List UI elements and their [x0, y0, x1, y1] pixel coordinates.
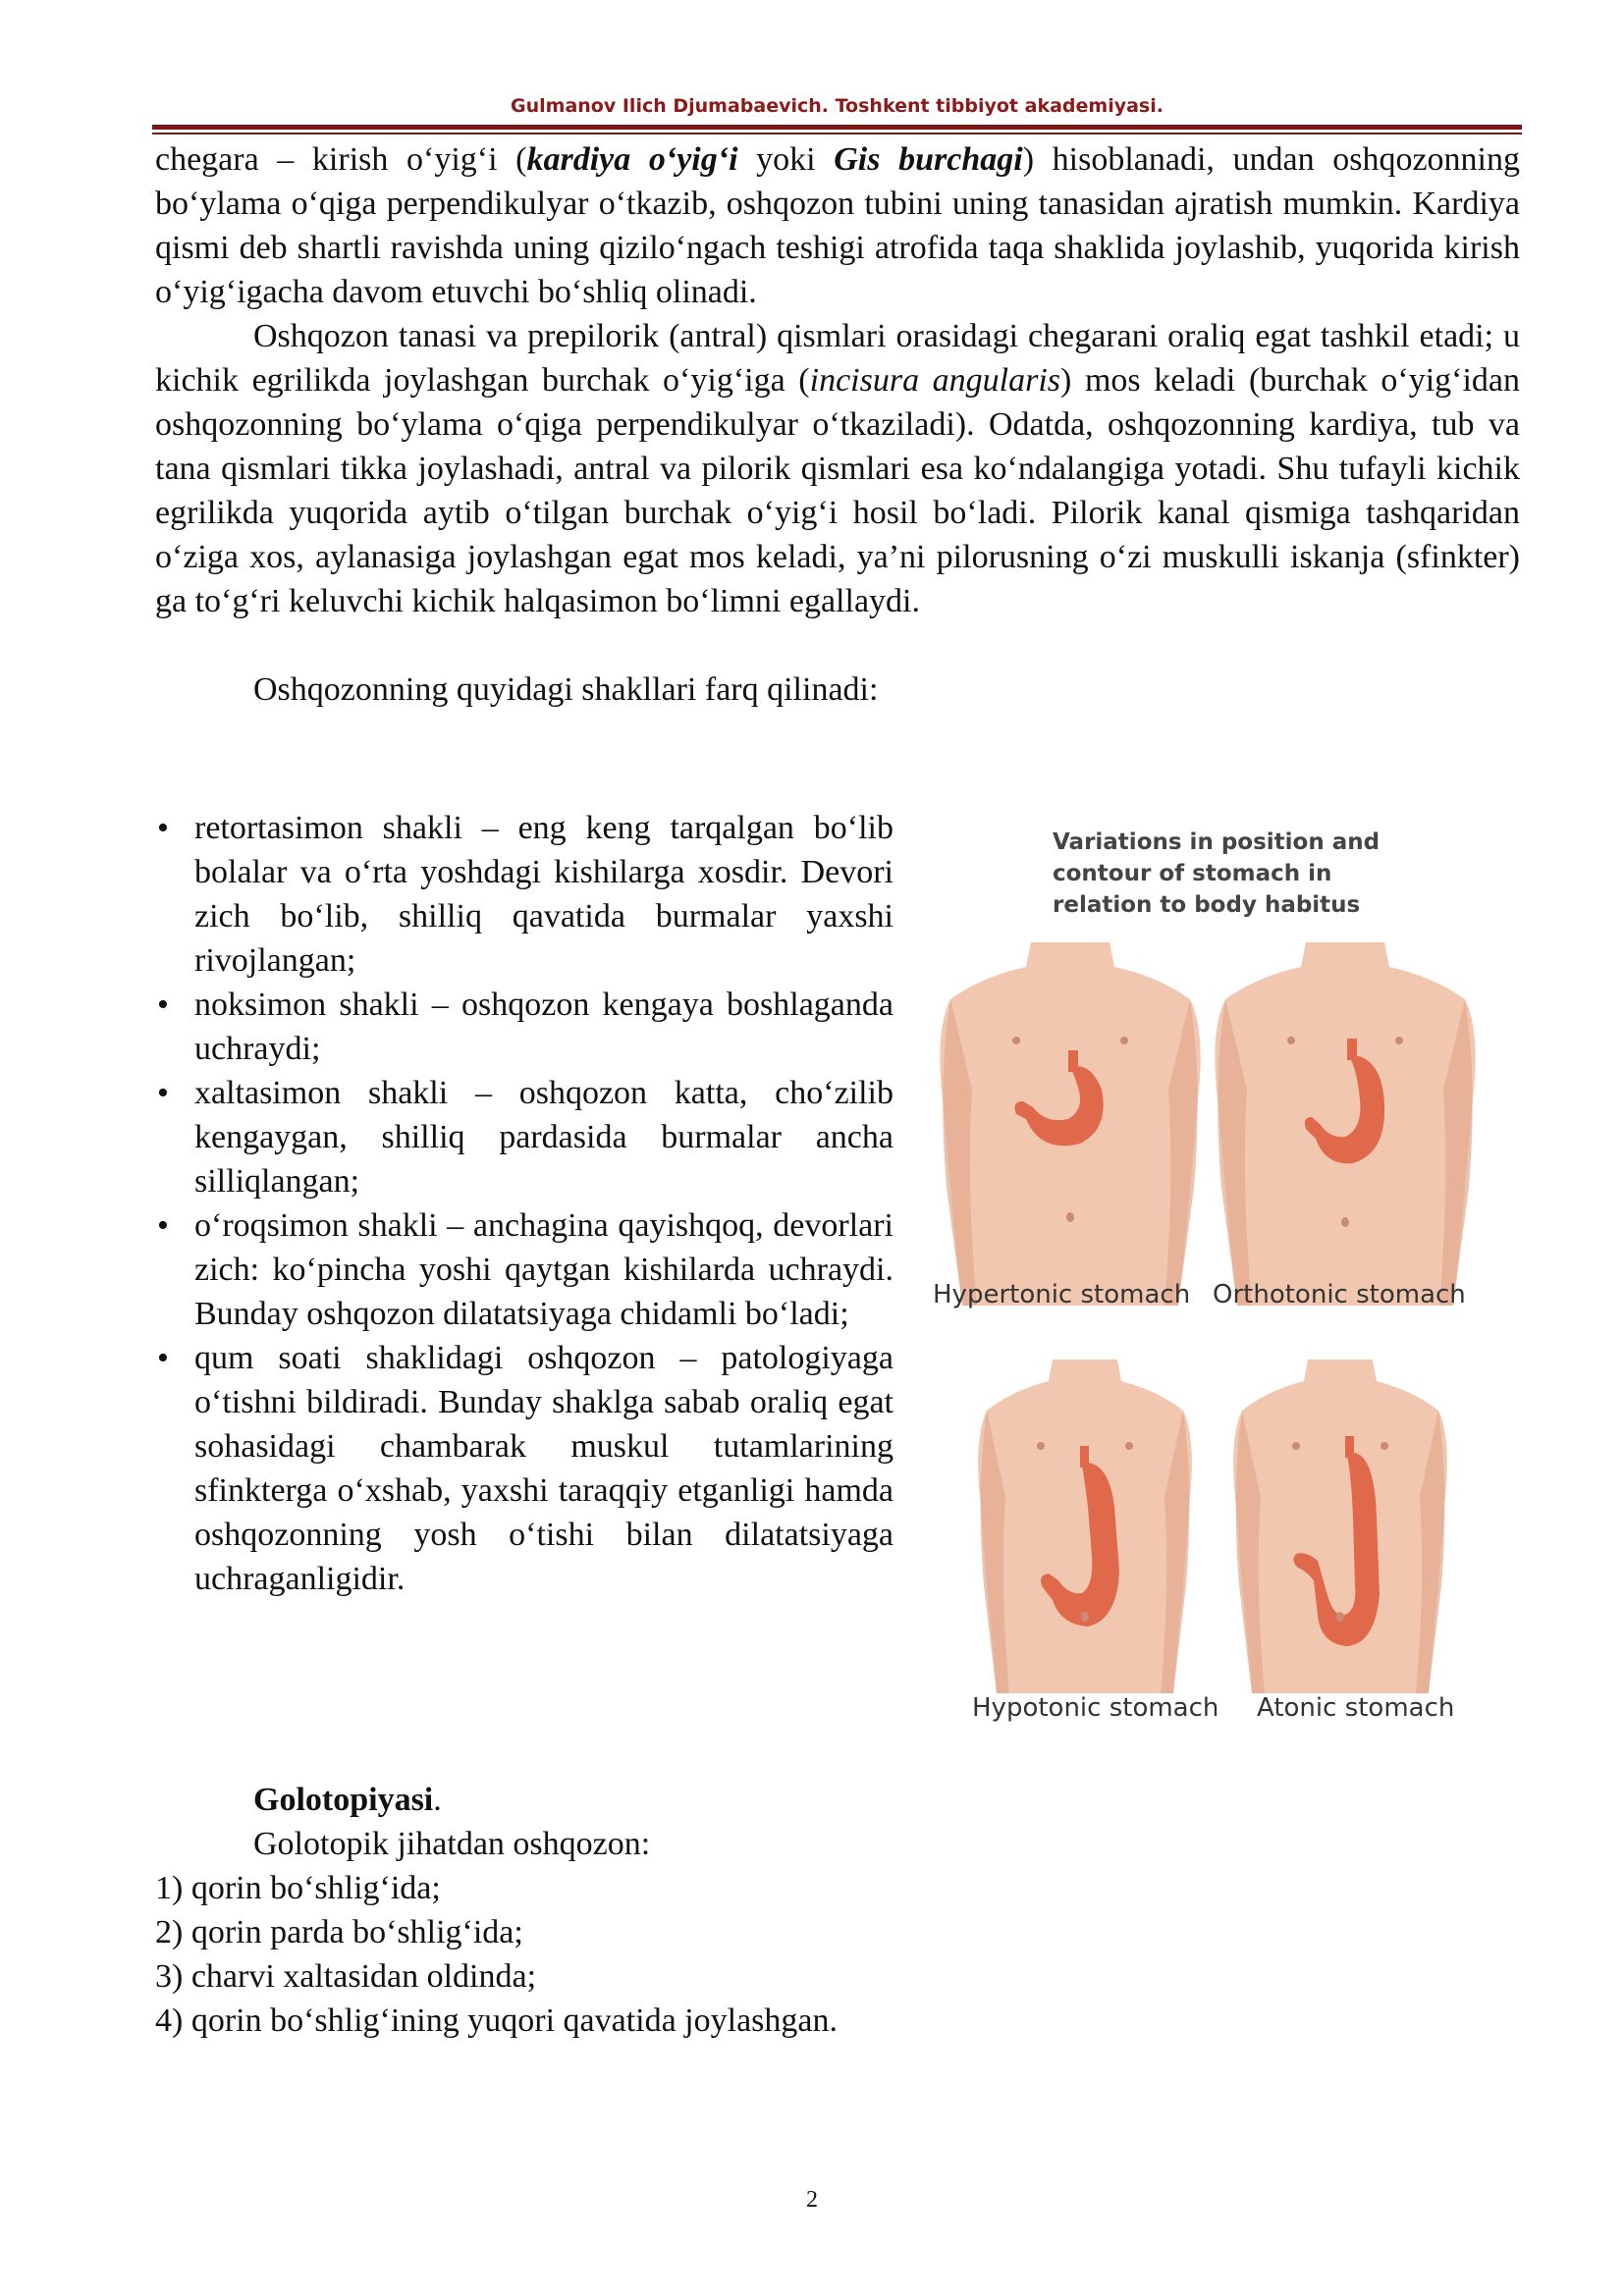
list-item: 3) charvi xaltasidan oldinda; — [155, 1958, 537, 1995]
figure-title — [1053, 827, 1380, 921]
section-lead: Golotopik jihatdan oshqozon: — [253, 1826, 651, 1862]
list-item-text: noksimon shakli – oshqozon kengaya boshlaganda uchraydi; — [194, 987, 893, 1067]
caption-atonic: Atonic stomach — [1257, 1693, 1455, 1723]
para1-text-b: yoki — [737, 141, 835, 178]
list-item: 4) qorin bo‘shlig‘ining yuqori qavatida joylashgan. — [155, 2002, 838, 2039]
list-item-text: qum soati shaklidagi oshqozon – patologiyaga o‘tishni bildiradi. Bunday shaklga sabab oraliq egat sohasidagi chambarak muskul tutamlarining sfinkterga o‘xshab, yaxshi taraqqiy etganligi hamda oshqozonning yosh o‘tishi bilan dilatatsiyaga uchraganligidir. — [194, 1340, 893, 1597]
bullet-icon: • — [157, 987, 169, 1023]
hypotonic-torso-illustration — [972, 1360, 1198, 1693]
shapes-intro: Oshqozonning quyidagi shakllari farq qilinadi: — [253, 671, 879, 708]
caption-hypotonic: Hypotonic stomach — [972, 1693, 1219, 1723]
section-heading-dot: . — [433, 1782, 442, 1818]
header-rule-thin — [152, 133, 1522, 134]
page-number: 2 — [806, 2187, 818, 2213]
stomach-shapes-list — [155, 806, 893, 1601]
para1-term-gis: Gis burchagi — [834, 141, 1023, 178]
list-item: 2) qorin parda bo‘shlig‘ida; — [155, 1914, 523, 1950]
list-item — [155, 1336, 893, 1601]
para2-term-incisura: incisura angularis — [809, 362, 1061, 399]
list-item-text: retortasimon shakli – eng keng tarqalgan bo‘lib bolalar va o‘rta yoshdagi kishilarga xosdir. Devori zich bo‘lib, shilliq qavatida burmalar yaxshi rivojlangan; — [194, 810, 893, 979]
para1-term-kardiya: kardiya o‘yig‘i — [526, 141, 738, 178]
section-heading-text: Golotopiyasi — [253, 1782, 434, 1818]
list-item-text: xaltasimon shakli – oshqozon katta, cho‘zilib kengaygan, shilliq pardasida burmalar ancha silliqlangan; — [194, 1075, 893, 1200]
para1-text-a: chegara – kirish o‘yig‘i ( — [155, 141, 527, 178]
bullet-icon: • — [157, 1340, 169, 1376]
paragraph-1 — [155, 137, 1520, 314]
paragraph-2 — [155, 314, 1520, 623]
caption-orthotonic: Orthotonic stomach — [1213, 1280, 1466, 1309]
para2-text-a: Oshqozon tanasi va prepilorik (antral) qismlari orasidagi chegarani oraliq egat tashkil etadi; u kichik egrilikda joylashgan burchak o‘yig‘iga ( — [155, 318, 1520, 399]
hypertonic-torso-illustration — [933, 942, 1208, 1306]
list-item — [155, 1071, 893, 1203]
bullet-icon: • — [157, 1207, 169, 1244]
para1-text-c: ) hisoblanadi, undan oshqozonning bo‘ylama o‘qiga perpendikulyar o‘tkazib, oshqozon tubini uning tanasidan ajratish mumkin. Kardiya qismi deb shartli ravishda uning qizilo‘ngach teshigi atrofida taqa shaklida joylashib, yuqorida kirish o‘yig‘igacha davom etuvchi bo‘shliq olinadi. — [155, 141, 1520, 310]
list-item — [155, 1203, 893, 1336]
section-heading — [155, 1778, 838, 1822]
list-item — [155, 806, 893, 983]
running-header: Gulmanov Ilich Djumabaevich. Toshkent tibbiyot akademiyasi. — [511, 95, 1164, 117]
header-rule-thick — [152, 125, 1522, 130]
golotopiya-section — [155, 1778, 838, 2043]
figure-title-line: contour of stomach in — [1053, 861, 1332, 886]
para2-text-b: ) mos keladi (burchak o‘yig‘idan oshqozonning bo‘ylama o‘qiga perpendikulyar o‘tkaziladi). Odatda, oshqozonning kardiya, tub va tana qismlari tikka joylashadi, antral va pilorik qismlari esa ko‘ndalangiga yotadi. Shu tufayli kichik egrilikda yuqorida aytib o‘tilgan burchak o‘yig‘i hosil bo‘ladi. Pilorik kanal qismiga tashqaridan o‘ziga xos, aylanasiga joylashgan egat mos keladi, ya’ni pilorusning o‘zi muskulli iskanja (sfinkter) ga to‘g‘ri keluvchi kichik halqasimon bo‘limni egallaydi. — [155, 362, 1521, 619]
atonic-torso-illustration — [1227, 1360, 1453, 1693]
list-item-text: o‘roqsimon shakli – anchagina qayishqoq, devorlari zich: ko‘pincha yoshi qaytgan kishilarda uchraydi. Bunday oshqozon dilatatsiyaga chidamli bo‘ladi; — [194, 1207, 893, 1332]
bullet-icon: • — [157, 810, 169, 846]
figure-title-line: relation to body habitus — [1053, 892, 1361, 918]
orthotonic-torso-illustration — [1208, 942, 1483, 1306]
figure-title-line: Variations in position and — [1053, 829, 1380, 855]
bullet-icon: • — [157, 1075, 169, 1111]
list-item — [155, 983, 893, 1071]
list-item: 1) qorin bo‘shlig‘ida; — [155, 1870, 441, 1906]
stomach-variations-figure — [933, 825, 1483, 1747]
body-text — [155, 137, 1520, 712]
caption-hypertonic: Hypertonic stomach — [933, 1280, 1191, 1309]
